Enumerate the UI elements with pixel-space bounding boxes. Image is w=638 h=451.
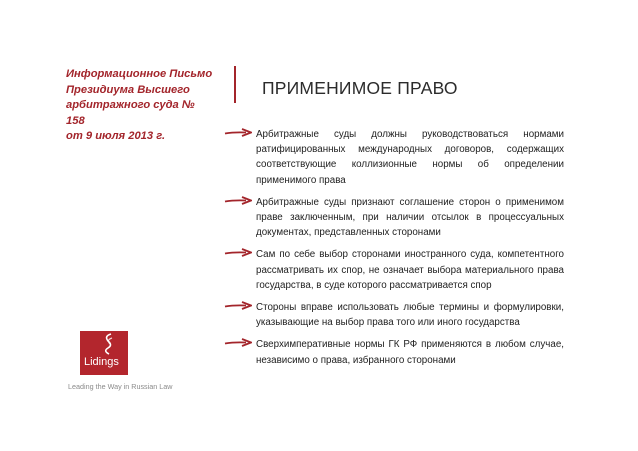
bullet-item	[224, 300, 564, 330]
document-reference-line: арбитражного суда № 158	[66, 99, 195, 127]
logo-text: Lidings	[84, 356, 119, 368]
bullet-item	[224, 195, 564, 241]
bullet-text: Арбитражные суды должны руководствоваться нормами ратифицированных международных договоров, содержащих соответствующие коллизионные нормы об определении применимого права	[256, 129, 564, 186]
document-reference-line: Президиума Высшего	[66, 83, 190, 96]
document-reference-line: Информационное Письмо	[66, 68, 213, 80]
document-reference	[66, 67, 216, 145]
arrow-right-icon	[224, 127, 252, 139]
section-sign-icon	[100, 332, 118, 356]
bullet-item	[224, 337, 564, 367]
bullet-item	[224, 127, 564, 188]
title-divider	[234, 66, 236, 103]
bullet-text: Арбитражные суды признают соглашение сторон о применимом праве заключенным, при наличии отсылок в процессуальных документах, представленных сторонами	[256, 196, 564, 239]
bullet-item	[224, 247, 564, 293]
bullet-text: Сам по себе выбор сторонами иностранного суда, компетентного рассматривать их спор, не означает выбора материального права государства, в суде которого рассматривается спор	[256, 249, 564, 291]
arrow-right-icon	[224, 195, 252, 207]
arrow-right-icon	[224, 300, 252, 312]
lidings-logo	[80, 331, 128, 375]
page-title: ПРИМЕНИМОЕ ПРАВО	[262, 78, 458, 98]
document-reference-line: от 9 июля 2013 г.	[66, 130, 166, 142]
bullet-text: Сверхимперативные нормы ГК РФ применяются в любом случае, независимо о права, избранного сторонами	[256, 339, 564, 366]
bullet-text: Стороны вправе использовать любые термины и формулировки, указывающие на выбор права того или иного государства	[256, 302, 564, 329]
company-tagline: Leading the Way in Russian Law	[68, 382, 173, 391]
bullet-list	[224, 127, 564, 375]
arrow-right-icon	[224, 337, 252, 349]
arrow-right-icon	[224, 247, 252, 259]
